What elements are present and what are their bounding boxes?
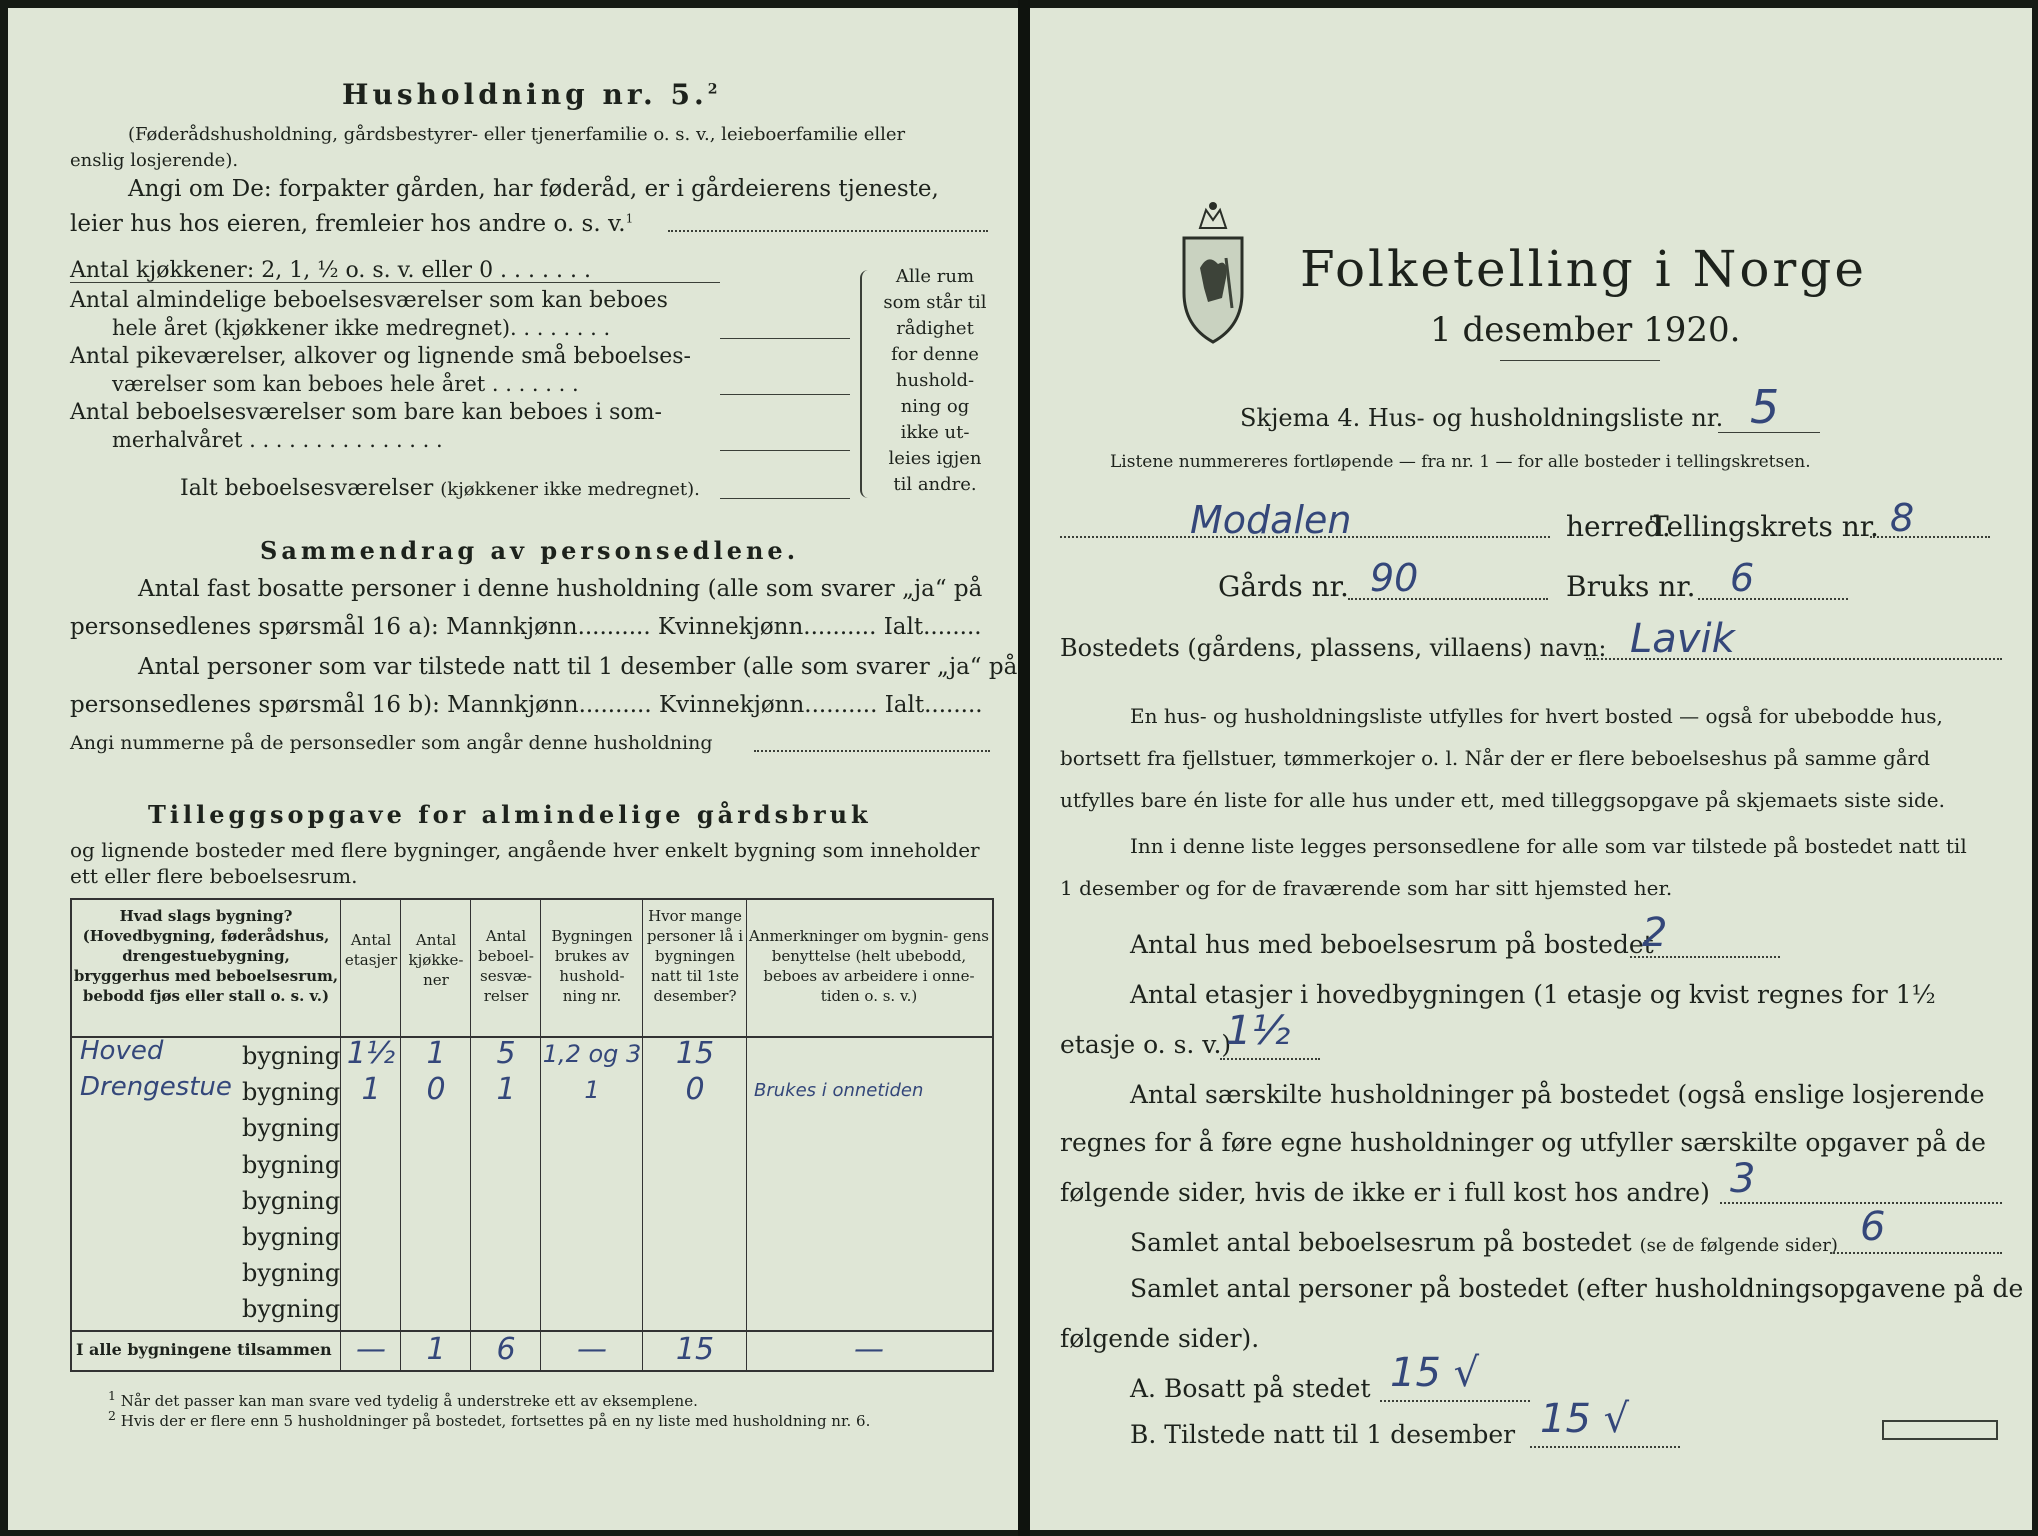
col-header-anm: Anmerkninger om bygnin- gens benyttelse (helt ubebodd, beboes av arbeidere i onne- tiden o. s. v.) xyxy=(749,927,989,1005)
krets-answer-line xyxy=(1870,536,1990,538)
rooms-ordinary-1: Antal almindelige beboelsesværelser som kan beboes xyxy=(70,288,668,313)
krets-value: 8 xyxy=(1890,496,1915,540)
cell-personer: 0 xyxy=(685,1072,705,1108)
a-answer-line xyxy=(1380,1400,1530,1402)
brace-note-line: ikke ut- xyxy=(900,422,970,443)
building-suffix: bygning xyxy=(242,1042,341,1070)
herred-value: Modalen xyxy=(1190,498,1352,542)
bosted-label: Bostedets (gårdens, plassens, villaens) navn: xyxy=(1060,634,1607,662)
tilstede-line-1: Antal personer som var tilstede natt til 1 desember (alle som svarer „ja“ på xyxy=(138,654,1018,680)
instr-4: Inn i denne liste legges personsedlene for alle som var tilstede på bostedet natt til xyxy=(1130,834,1967,858)
intro-paren-2: enslig losjerende). xyxy=(70,150,239,171)
table-row xyxy=(72,1221,992,1257)
instr-1: En hus- og husholdningsliste utfylles for hvert bosted — også for ubebodde hus, xyxy=(1130,704,1943,728)
skjema-line: Skjema 4. Hus- og husholdningsliste nr. xyxy=(1240,404,1724,432)
b-answer-line xyxy=(1530,1446,1680,1448)
rooms-total-line xyxy=(720,498,850,499)
nummerne-answer-line xyxy=(754,750,990,752)
rooms-small-line xyxy=(720,394,850,395)
table-row xyxy=(72,1149,992,1185)
a-label: A. Bosatt på stedet xyxy=(1130,1374,1371,1403)
book-spine xyxy=(1018,0,1030,1536)
col-header-kjokkener: Antal kjøkke- ner xyxy=(408,931,464,989)
rooms-ordinary-2: hele året (kjøkkener ikke medregnet). . . . . . . . xyxy=(112,316,611,340)
total-etasjer: — xyxy=(356,1332,386,1367)
bruks-label: Bruks nr. xyxy=(1566,570,1696,603)
instr-5: 1 desember og for de fraværende som har sitt hjemsted her. xyxy=(1060,876,1673,900)
table-row xyxy=(72,1072,992,1112)
census-date: 1 desember 1920. xyxy=(1430,310,1741,350)
brace-note xyxy=(870,264,1000,498)
fast-line-1: Antal fast bosatte personer i denne husholdning (alle som svarer „ja“ på xyxy=(138,576,983,602)
rooms-small-1: Antal pikeværelser, alkover og lignende små beboelses- xyxy=(70,344,691,369)
building-suffix: bygning xyxy=(242,1295,341,1324)
cell-anm: Brukes i onnetiden xyxy=(754,1080,924,1102)
total-label: I alle bygningene tilsammen xyxy=(76,1340,332,1359)
brace-note-line: hushold- xyxy=(895,370,975,391)
cell-etasjer: 1½ xyxy=(346,1036,396,1071)
angi-answer-line xyxy=(668,230,988,232)
col-header-personer: Hvor mange personer lå i bygningen natt til 1ste desember? xyxy=(646,907,744,1005)
left-page xyxy=(8,8,1018,1530)
cell-husholdning: 1 xyxy=(584,1076,600,1105)
total-kjokkener: 1 xyxy=(426,1332,446,1367)
angi-line-2: leier hus hos eieren, fremleier hos andre o. s. v.$^1$ xyxy=(70,211,634,237)
skjema-value: 5 xyxy=(1750,380,1780,434)
q-rum: Samlet antal beboelsesrum på bostedet (se de følgende sider) xyxy=(1130,1228,1838,1257)
bruks-answer-line xyxy=(1698,598,1848,600)
table-row xyxy=(72,1112,992,1148)
q-hush-2: regnes for å føre egne husholdninger og utfyller særskilte opgaver på de xyxy=(1060,1128,1986,1157)
a-value: 15 √ xyxy=(1390,1350,1480,1396)
coat-of-arms-icon xyxy=(1178,198,1248,348)
building-suffix: bygning xyxy=(242,1186,341,1215)
table-row xyxy=(72,1293,992,1329)
rooms-small-2: værelser som kan beboes hele året . . . . . . . xyxy=(112,372,579,396)
cell-kjokkener: 0 xyxy=(426,1072,446,1108)
q-hus-value: 2 xyxy=(1642,910,1668,956)
table-row xyxy=(72,1257,992,1293)
gards-answer-line xyxy=(1348,598,1548,600)
total-anm: — xyxy=(854,1332,884,1367)
census-title: Folketelling i Norge xyxy=(1300,240,1867,298)
cell-etasjer: 1 xyxy=(361,1072,381,1108)
intro-paren-1: (Føderådshusholdning, gårdsbestyrer- eller tjenerfamilie o. s. v., leieboerfamilie eller xyxy=(128,124,906,145)
footnote-2: $^2$ Hvis der er flere enn 5 husholdninger på bostedet, fortsettes på en ny liste med husholdning nr. 6. xyxy=(108,1408,871,1430)
gards-label: Gårds nr. xyxy=(1218,570,1349,603)
building-name: Drengestue xyxy=(80,1072,232,1103)
building-suffix: bygning xyxy=(242,1114,341,1143)
rooms-kitchens: Antal kjøkkener: 2, 1, ½ o. s. v. eller 0 . . . . . . . xyxy=(70,258,591,283)
tilstede-line-2: personsedlenes spørsmål 16 b): Mannkjønn.......... Kvinnekjønn.......... Ialt........ xyxy=(70,692,983,718)
q-etasjer-value: 1½ xyxy=(1226,1008,1291,1054)
rooms-summer-line xyxy=(720,450,850,451)
building-table xyxy=(70,898,994,1372)
tillegg-line-1: og lignende bosteder med flere bygninger, angående hver enkelt bygning som inneholder xyxy=(70,838,980,862)
q-rum-answer-line xyxy=(1830,1252,2002,1254)
cell-personer: 15 xyxy=(675,1036,715,1071)
printer-stamp xyxy=(1882,1420,1998,1440)
col-header-etasjer: Antal etasjer xyxy=(344,931,398,969)
total-personer: 15 xyxy=(675,1332,715,1367)
herred-answer-line xyxy=(1060,536,1550,538)
table-row xyxy=(72,1036,992,1076)
building-suffix: bygning xyxy=(242,1078,341,1107)
q-etasjer-2: etasje o. s. v.) xyxy=(1060,1030,1232,1059)
q-hus-answer-line xyxy=(1630,956,1780,958)
q-hush-1: Antal særskilte husholdninger på bostedet (også enslige losjerende xyxy=(1130,1080,1985,1109)
total-vaerelser: 6 xyxy=(496,1332,516,1367)
herred-label: herred. xyxy=(1566,510,1671,543)
tillegg-line-2: ett eller flere beboelsesrum. xyxy=(70,864,358,888)
date-underline xyxy=(1500,360,1660,361)
brace-note-line: som står til xyxy=(883,292,987,313)
footnote-1: $^1$ Når det passer kan man svare ved tydelig å understreke ett av eksemplene. xyxy=(108,1388,698,1410)
cell-kjokkener: 1 xyxy=(426,1036,446,1071)
building-suffix: bygning xyxy=(242,1259,341,1288)
brace-note-line: leies igjen xyxy=(888,448,982,469)
krets-label: Tellingskrets nr. xyxy=(1650,510,1879,543)
rooms-summer-1: Antal beboelsesværelser som bare kan beboes i som- xyxy=(70,400,662,425)
building-suffix: bygning xyxy=(242,1223,341,1251)
brace-note-line: til andre. xyxy=(893,474,977,495)
table-row xyxy=(72,1185,992,1221)
bosted-answer-line xyxy=(1586,658,2002,660)
bruks-value: 6 xyxy=(1730,556,1755,600)
q-etasjer-answer-line xyxy=(1220,1058,1320,1060)
brace-note-line: Alle rum xyxy=(895,266,975,287)
q-hus: Antal hus med beboelsesrum på bostedet xyxy=(1130,930,1654,959)
building-suffix: bygning xyxy=(242,1150,341,1179)
q-pers-1: Samlet antal personer på bostedet (efter husholdningsopgavene på de xyxy=(1130,1274,2024,1303)
listene-line: Listene nummereres fortløpende — fra nr. 1 — for alle bosteder i tellingskretsen. xyxy=(1110,452,1811,472)
instr-2: bortsett fra fjellstuer, tømmerkojer o. l. Når der er flere beboelseshus på samme gård xyxy=(1060,746,1931,770)
col-header-type: Hvad slags bygning? (Hovedbygning, føderådshus, drengestuebygning, bryggerhus med beboelsesrum, bebodd fjøs eller stall o. s. v.) xyxy=(73,907,339,1005)
building-name: Hoved xyxy=(80,1036,164,1066)
gards-value: 90 xyxy=(1370,556,1419,600)
b-label: B. Tilstede natt til 1 desember xyxy=(1130,1420,1516,1449)
angi-line-1: Angi om De: forpakter gården, har føderåd, er i gårdeierens tjeneste, xyxy=(128,176,939,202)
household-title: Husholdning nr. 5.$^2$ xyxy=(342,78,722,111)
q-pers-2: følgende sider). xyxy=(1060,1324,1260,1353)
q-etasjer-1: Antal etasjer i hovedbygningen (1 etasje og kvist regnes for 1½ xyxy=(1130,980,1936,1009)
bosted-value: Lavik xyxy=(1630,616,1735,662)
q-hush-3: følgende sider, hvis de ikke er i full kost hos andre) xyxy=(1060,1178,1710,1207)
b-value: 15 √ xyxy=(1540,1396,1630,1442)
summary-title: Sammendrag av personsedlene. xyxy=(260,536,800,565)
brace-note-line: rådighet xyxy=(896,318,974,339)
rooms-total: Ialt beboelsesværelser (kjøkkener ikke medregnet). xyxy=(180,476,700,501)
instr-3: utfylles bare én liste for alle hus under ett, med tilleggsopgave på skjemaets siste side. xyxy=(1060,788,1945,812)
nummerne-line: Angi nummerne på de personsedler som angår denne husholdning xyxy=(70,732,713,754)
fast-line-2: personsedlenes spørsmål 16 a): Mannkjønn.......... Kvinnekjønn.......... Ialt........ xyxy=(70,614,982,640)
cell-vaerelser: 5 xyxy=(496,1036,516,1071)
q-rum-value: 6 xyxy=(1860,1204,1886,1250)
q-hush-value: 3 xyxy=(1730,1156,1756,1202)
brace-note-line: ning og xyxy=(900,396,970,417)
right-page xyxy=(1030,8,2032,1530)
rooms-kitchens-line xyxy=(70,282,720,283)
cell-husholdning: 1,2 og 3 xyxy=(542,1040,642,1068)
brace-note-line: for denne xyxy=(891,344,979,365)
cell-vaerelser: 1 xyxy=(496,1072,516,1108)
tillegg-title: Tilleggsopgave for almindelige gårdsbruk xyxy=(148,800,872,829)
rooms-summer-2: merhalvåret . . . . . . . . . . . . . . . xyxy=(112,428,443,452)
total-husholdning: — xyxy=(577,1332,607,1367)
rooms-ordinary-line xyxy=(720,338,850,339)
col-header-vaerelser: Antal beboel- sesvæ- relser xyxy=(478,927,534,1005)
col-header-husholdning: Bygningen brukes av hushold- ning nr. xyxy=(551,927,633,1005)
